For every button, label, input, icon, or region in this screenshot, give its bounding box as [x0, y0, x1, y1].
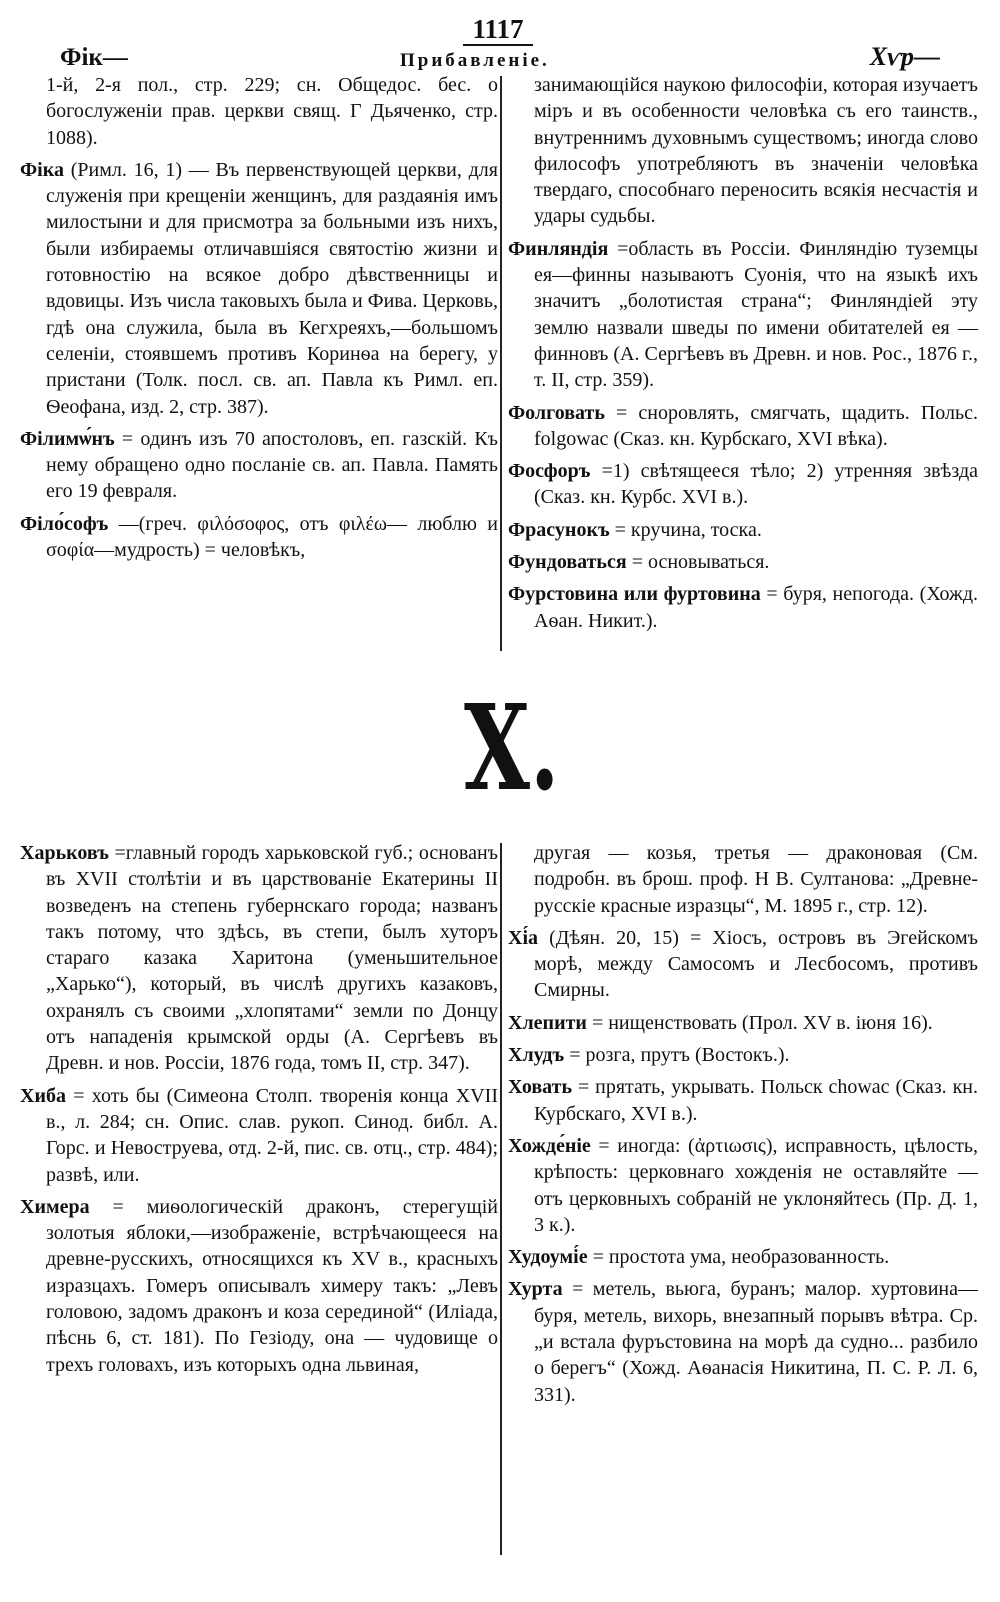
dictionary-entry [508, 581, 978, 634]
entry-text: = розга, прутъ (Востокъ.). [569, 1044, 790, 1067]
dictionary-entry [508, 1074, 978, 1127]
dictionary-entry [508, 236, 978, 394]
entry-text: = нищенствовать (Прол. XV в. іюня 16). [591, 1011, 933, 1034]
entry-headword: Фіка [20, 158, 64, 181]
dictionary-entry [508, 400, 978, 453]
entry-text: занимающійся наукою философіи, которая изучаетъ міръ и въ особенности человѣка съ его таинств., внутреннимъ духовнымъ существомъ; иногда слово философъ употребляютъ въ значеніи человѣка твердаго, способнаго переносить всякія несчастія и удары судьбы. [534, 74, 978, 228]
entry-headword: Хлудъ [508, 1044, 565, 1067]
column-upper-left [20, 72, 498, 569]
dictionary-entry [20, 840, 498, 1077]
entry-headword: Финляндія [508, 237, 609, 260]
section-letter: Х. [464, 678, 560, 817]
entry-text: = сноровлять, смягчать, щадить. Польс. folgowac (Сказ. кн. Курбскаго, XVI вѣка). [534, 401, 978, 450]
entry-headword: Фосфоръ [508, 460, 591, 483]
entry-text: (Римл. 16, 1) — Въ первенствующей церкви, для служенія при крещеніи женщинъ, для раздаянія имъ милостыни и для присмотра за больными изъ нихъ, были избираемы отличавшіяся святостію жизни и готовностію на всякое добро дѣвственницы и вдовицы. Изъ числа таковыхъ была и Фива. Церковь, гдѣ она служила, была въ Кегхреяхъ,—большомъ селеніи, стоявшемъ противъ Коринѳа на берегу, у пристани (Толк. посл. св. ап. Павла къ Римл. еп. Ѳеофана, изд. 2, стр. 387). [46, 158, 498, 418]
entry-text: = основываться. [631, 551, 770, 574]
right-guide-word: Хѵр— [869, 42, 940, 71]
column-divider-upper [500, 76, 502, 651]
entry-text: другая — козья, третья — драконовая (См. подробн. въ брош. проф. Н В. Султанова: „Древне-русскіе красные изразцы“, М. 1895 г., стр. 12). [534, 842, 978, 917]
entry-headword: Фундоваться [508, 551, 627, 574]
page-header [0, 14, 1000, 74]
entry-headword: Худоумі́е [508, 1246, 588, 1269]
column-lower-left [20, 840, 498, 1384]
entry-text: —(греч. φιλόσοφος, отъ φιλέω— люблю и σοφία—мудрость) = человѣкъ, [46, 512, 498, 562]
entry-headword: Хурта [508, 1278, 563, 1301]
entry-headword: Хожде́ніе [508, 1134, 591, 1157]
column-upper-right [508, 72, 978, 640]
entry-text: = прятать, укрывать. Польск chowac (Сказ. кн. Курбскаго, XVI в.). [534, 1076, 978, 1125]
column-divider-lower [500, 843, 502, 1555]
entry-text: =1) свѣтящееся тѣло; 2) утренняя звѣзда (Сказ. кн. Курбс. XVI в.). [534, 460, 979, 509]
entry-headword: Фолговать [508, 401, 605, 424]
entry-headword: Філо́софъ [20, 512, 109, 535]
entry-headword: Фрасунокъ [508, 518, 610, 541]
entry-text: = буря, непогода. (Хожд. Аѳан. Никит.). [534, 583, 979, 632]
dictionary-entry [508, 840, 978, 919]
entry-text: = миѳологическій драконъ, стерегущій золотыя яблоки,—изображеніе, встрѣчающееся на древне-русскихъ, относящихся къ XV в., красныхъ изразцахъ. Гомеръ описывалъ химеру такъ: „Левъ головою, задомъ драконъ и коза серединой“ (Иліада, пѣснь 6, ст. 181). По Гезіоду, она — чудовище о трехъ головахъ, изъ которыхъ одна львиная, [46, 1195, 498, 1376]
dictionary-entry [508, 1010, 978, 1036]
entry-text: = кручина, тоска. [614, 518, 762, 541]
entry-headword: Ховать [508, 1076, 573, 1099]
entry-text: = иногда: (ἀρτιωσις), исправность, цѣлость, крѣпость: церковнаго хожденія не оставляйте — отъ церковныхъ собраній не уклоняйтесь (Пр. Д. 1, 3 к.). [534, 1134, 978, 1236]
dictionary-entry [508, 549, 978, 575]
entry-headword: Фурстовина или фуртовина [508, 583, 761, 606]
entry-text: = метель, вьюга, буранъ; малор. хуртовина—буря, метель, вихорь, внезапный порывъ вѣтра. Ср. „и встала фуръстовина на морѣ да судно... разбило о берегъ“ (Хожд. Аѳанасія Никитина, П. С. Р. Л. 6, 331). [534, 1278, 979, 1406]
dictionary-entry [20, 1083, 498, 1188]
entry-headword: Харьковъ [20, 842, 109, 864]
entry-text: = простота ума, необразованность. [592, 1246, 890, 1269]
entry-text: = хоть бы (Симеона Столп. творенія конца XVII в., л. 284; сн. Опис. слав. рукоп. Синод. библ. А. Горс. и Невоструева, отд. 2-й, пис. св. отц., стр. 484); развѣ, или. [46, 1084, 499, 1186]
dictionary-entry [508, 1133, 978, 1238]
entry-text: (Дѣян. 20, 15) = Хіосъ, островъ въ Эгейскомъ морѣ, между Самосомъ и Лесбосомъ, противъ Смирны. [534, 926, 979, 1002]
entry-headword: Химера [20, 1195, 90, 1218]
dictionary-entry [508, 458, 978, 511]
dictionary-entry [20, 426, 498, 505]
dictionary-entry [508, 517, 978, 543]
entry-headword: Хиба [20, 1084, 66, 1107]
dictionary-entry [508, 1244, 978, 1270]
entry-headword: Хі́а [508, 926, 538, 949]
column-lower-right [508, 840, 978, 1414]
dictionary-entry [508, 72, 978, 230]
entry-headword: Хлепити [508, 1011, 587, 1034]
entry-text: 1-й, 2-я пол., стр. 229; сн. Общедос. бес. о богослуженіи прав. церкви свящ. Г Дьяченко, стр. 1088). [46, 74, 498, 149]
dictionary-entry [20, 72, 498, 151]
entry-headword: Філимѡ́нъ [20, 427, 115, 450]
dictionary-entry [20, 511, 498, 564]
entry-text: =главный городъ харьковской губ.; основанъ въ XVII столѣтіи и въ царствованіе Екатерины II возведенъ на степень губернскаго города; названъ такъ потому, что здѣсь, въ степи, былъ хуторъ стараго казака Харитона (уменьшительное „Харько“), который, въ числѣ другихъ казаковъ, охранялъ съ своими „хлопятами“ земли по Донцу отъ нападенія крымской орды (А. Сергѣевъ въ Древн. и нов. Россіи, 1876 года, томъ II, стр. 347). [46, 842, 498, 1075]
entry-text: =область въ Россіи. Финляндію туземцы ея—финны называютъ Суонія, что на языкѣ ихъ значитъ „болотистая страна“; Финляндіей эту землю назвали шведы по имени обитателей ея — финновъ (А. Сергѣевъ въ Древн. и нов. Рос., 1876 г., т. II, стр. 359). [534, 237, 978, 392]
left-guide-word: Фік— [60, 44, 128, 71]
dictionary-entry [508, 1042, 978, 1068]
dictionary-entry [20, 157, 498, 420]
running-title: Прибавленіе. [400, 50, 550, 71]
dictionary-entry [508, 1276, 978, 1407]
dictionary-entry [508, 925, 978, 1004]
dictionary-entry [20, 1194, 498, 1378]
page-number: 1117 [463, 14, 533, 46]
entry-text: = одинъ изъ 70 апостоловъ, еп. газскій. Къ нему обращено одно посланіе св. ап. Павла. Память его 19 февраля. [46, 427, 499, 503]
